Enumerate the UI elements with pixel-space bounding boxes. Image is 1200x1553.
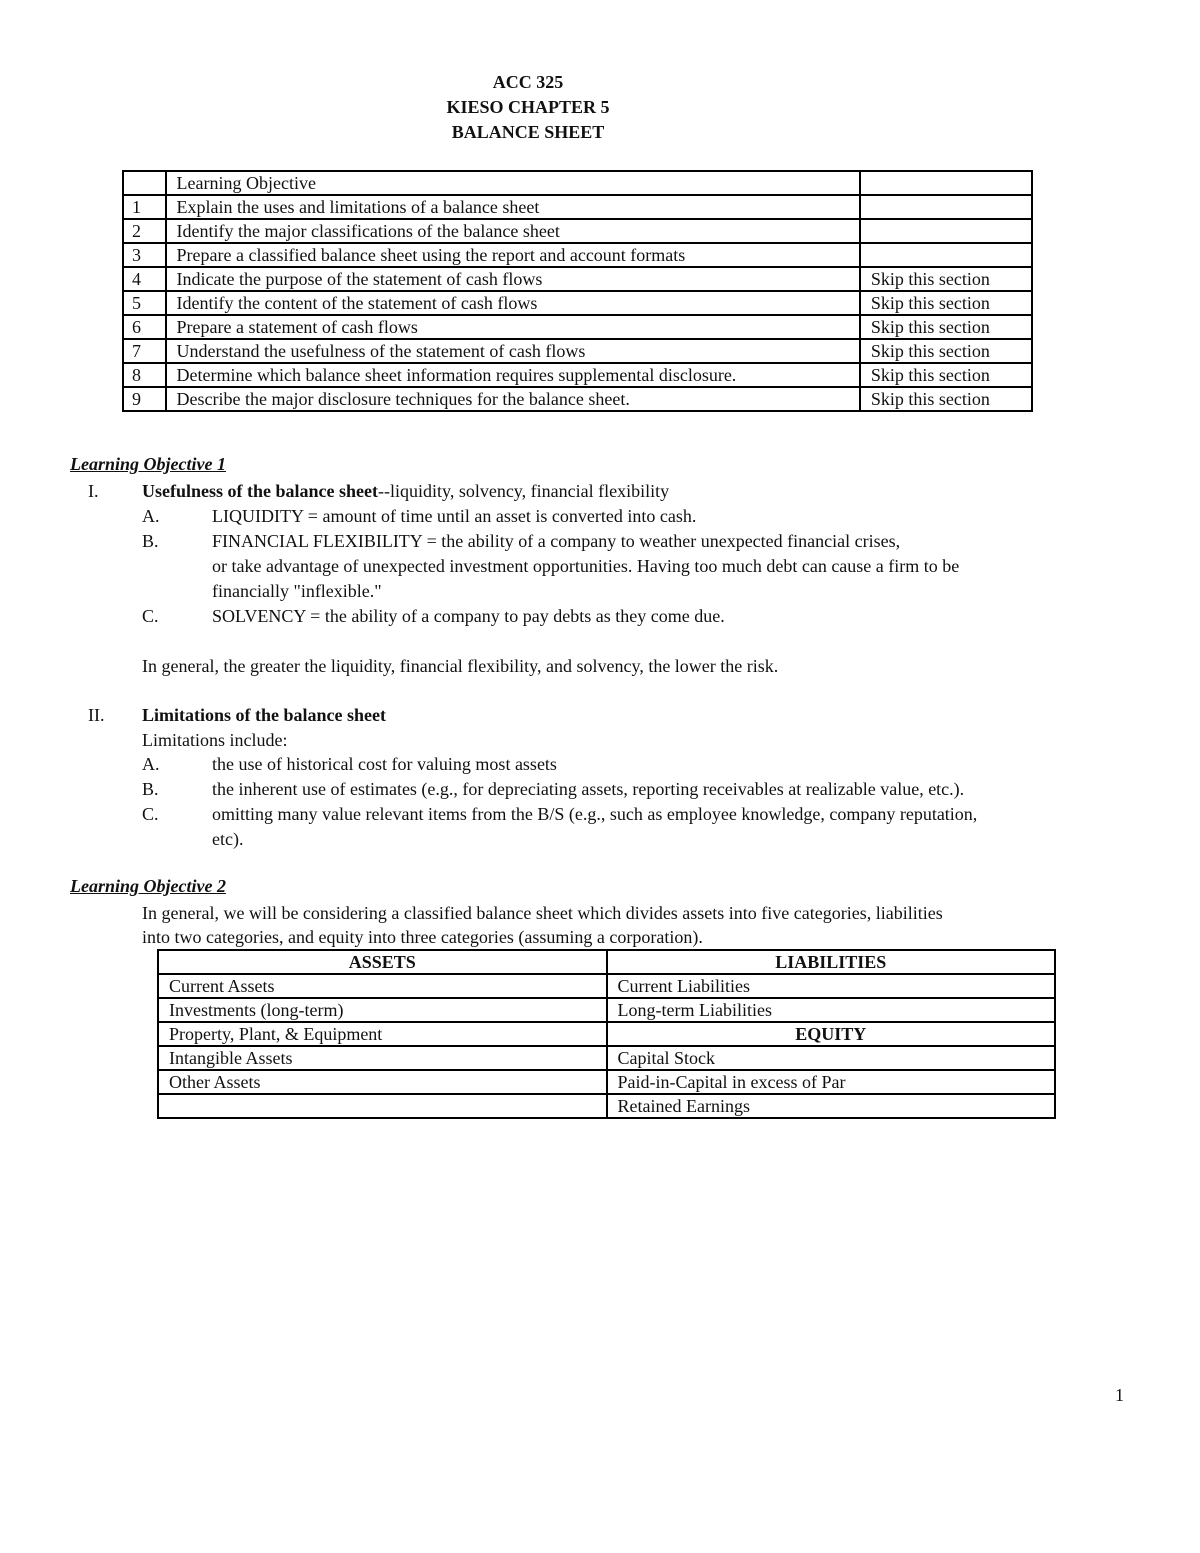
row-num: 9 <box>123 387 166 411</box>
asset-cell: Intangible Assets <box>158 1046 607 1070</box>
header-note-cell <box>860 171 1032 195</box>
liability-cell: Current Liabilities <box>607 974 1056 998</box>
equity-cell: Paid-in-Capital in excess of Par <box>607 1070 1056 1094</box>
row-note: Skip this section <box>860 363 1032 387</box>
item-b-text-3: financially "inflexible." <box>212 581 382 601</box>
limit-c-text-1: omitting many value relevant items from the B/S (e.g., such as employee knowledge, company reputation, <box>212 804 978 824</box>
lo1-title: Learning Objective 1 <box>70 454 226 474</box>
liabilities-header: LIABILITIES <box>607 950 1056 974</box>
asset-cell: Property, Plant, & Equipment <box>158 1022 607 1046</box>
item-a-text: LIQUIDITY = amount of time until an asset is converted into cash. <box>212 506 697 526</box>
balance-sheet-classification-table <box>157 949 1056 1119</box>
table-row <box>158 1070 1055 1094</box>
lo2-intro-2: into two categories, and equity into three categories (assuming a corporation). <box>142 927 703 947</box>
item-b-text-2: or take advantage of unexpected investment opportunities. Having too much debt can cause a firm to be <box>212 556 960 576</box>
row-num: 4 <box>123 267 166 291</box>
table-row <box>123 339 1032 363</box>
table-header-row <box>123 171 1032 195</box>
equity-cell: Capital Stock <box>607 1046 1056 1070</box>
assets-header: ASSETS <box>158 950 607 974</box>
limit-b-letter: B. <box>142 779 159 799</box>
limit-c-text-2: etc). <box>212 829 244 849</box>
table-row <box>123 291 1032 315</box>
table-row <box>123 243 1032 267</box>
table-row <box>123 267 1032 291</box>
roman-numeral-ii: II. <box>88 705 105 725</box>
row-num: 7 <box>123 339 166 363</box>
table-row <box>158 1046 1055 1070</box>
table-row <box>123 363 1032 387</box>
limit-c-letter: C. <box>142 804 159 824</box>
table-row <box>123 219 1032 243</box>
lo2-intro-1: In general, we will be considering a classified balance sheet which divides assets into five categories, liabilities <box>142 903 943 923</box>
chapter-title: KIESO CHAPTER 5 <box>446 97 610 117</box>
item-b-text-1: FINANCIAL FLEXIBILITY = the ability of a company to weather unexpected financial crises, <box>212 531 901 551</box>
table-row <box>158 950 1055 974</box>
limit-a-letter: A. <box>142 754 160 774</box>
equity-cell: Retained Earnings <box>607 1094 1056 1118</box>
row-num: 6 <box>123 315 166 339</box>
table-row <box>158 1022 1055 1046</box>
row-objective: Prepare a classified balance sheet using the report and account formats <box>166 243 860 267</box>
row-objective: Understand the usefulness of the statement of cash flows <box>166 339 860 363</box>
asset-cell: Investments (long-term) <box>158 998 607 1022</box>
table-row <box>158 1094 1055 1118</box>
row-note: Skip this section <box>860 387 1032 411</box>
row-objective: Identify the content of the statement of cash flows <box>166 291 860 315</box>
lo2-title: Learning Objective 2 <box>70 876 226 896</box>
document-header <box>0 70 1056 145</box>
row-note <box>860 243 1032 267</box>
table-row <box>123 195 1032 219</box>
limitations-intro: Limitations include: <box>142 730 288 750</box>
row-note: Skip this section <box>860 291 1032 315</box>
section-i-text <box>142 479 669 504</box>
asset-cell: Current Assets <box>158 974 607 998</box>
equity-header: EQUITY <box>607 1022 1056 1046</box>
row-objective: Identify the major classifications of the balance sheet <box>166 219 860 243</box>
item-b-letter: B. <box>142 531 159 551</box>
row-num: 5 <box>123 291 166 315</box>
item-a-letter: A. <box>142 506 160 526</box>
table-row <box>158 974 1055 998</box>
row-note: Skip this section <box>860 339 1032 363</box>
asset-cell: Other Assets <box>158 1070 607 1094</box>
header-num-cell <box>123 171 166 195</box>
row-note: Skip this section <box>860 267 1032 291</box>
row-objective: Determine which balance sheet information requires supplemental disclosure. <box>166 363 860 387</box>
section-i-heading: Usefulness of the balance sheet <box>142 481 378 501</box>
risk-summary: In general, the greater the liquidity, financial flexibility, and solvency, the lower the risk. <box>142 656 779 676</box>
section-i-rest: --liquidity, solvency, financial flexibility <box>378 481 670 501</box>
row-num: 3 <box>123 243 166 267</box>
limit-a-text: the use of historical cost for valuing most assets <box>212 754 557 774</box>
row-num: 2 <box>123 219 166 243</box>
asset-cell-empty <box>158 1094 607 1118</box>
row-num: 8 <box>123 363 166 387</box>
item-c-letter: C. <box>142 606 159 626</box>
learning-objectives-table <box>122 170 1033 412</box>
row-note <box>860 219 1032 243</box>
roman-numeral-i: I. <box>88 481 99 501</box>
liability-cell: Long-term Liabilities <box>607 998 1056 1022</box>
row-note: Skip this section <box>860 315 1032 339</box>
row-objective: Prepare a statement of cash flows <box>166 315 860 339</box>
row-note <box>860 195 1032 219</box>
course-title: ACC 325 <box>492 72 564 92</box>
row-objective: Describe the major disclosure techniques for the balance sheet. <box>166 387 860 411</box>
section-ii-heading: Limitations of the balance sheet <box>142 705 386 725</box>
table-row <box>123 315 1032 339</box>
page-number: 1 <box>1115 1385 1124 1405</box>
topic-title: BALANCE SHEET <box>451 122 605 142</box>
limit-b-text: the inherent use of estimates (e.g., for depreciating assets, reporting receivables at realizable value, etc.). <box>212 779 965 799</box>
row-num: 1 <box>123 195 166 219</box>
table-row <box>123 387 1032 411</box>
row-objective: Explain the uses and limitations of a balance sheet <box>166 195 860 219</box>
item-c-text: SOLVENCY = the ability of a company to pay debts as they come due. <box>212 606 725 626</box>
row-objective: Indicate the purpose of the statement of cash flows <box>166 267 860 291</box>
table-row <box>158 998 1055 1022</box>
header-objective-cell: Learning Objective <box>166 171 860 195</box>
